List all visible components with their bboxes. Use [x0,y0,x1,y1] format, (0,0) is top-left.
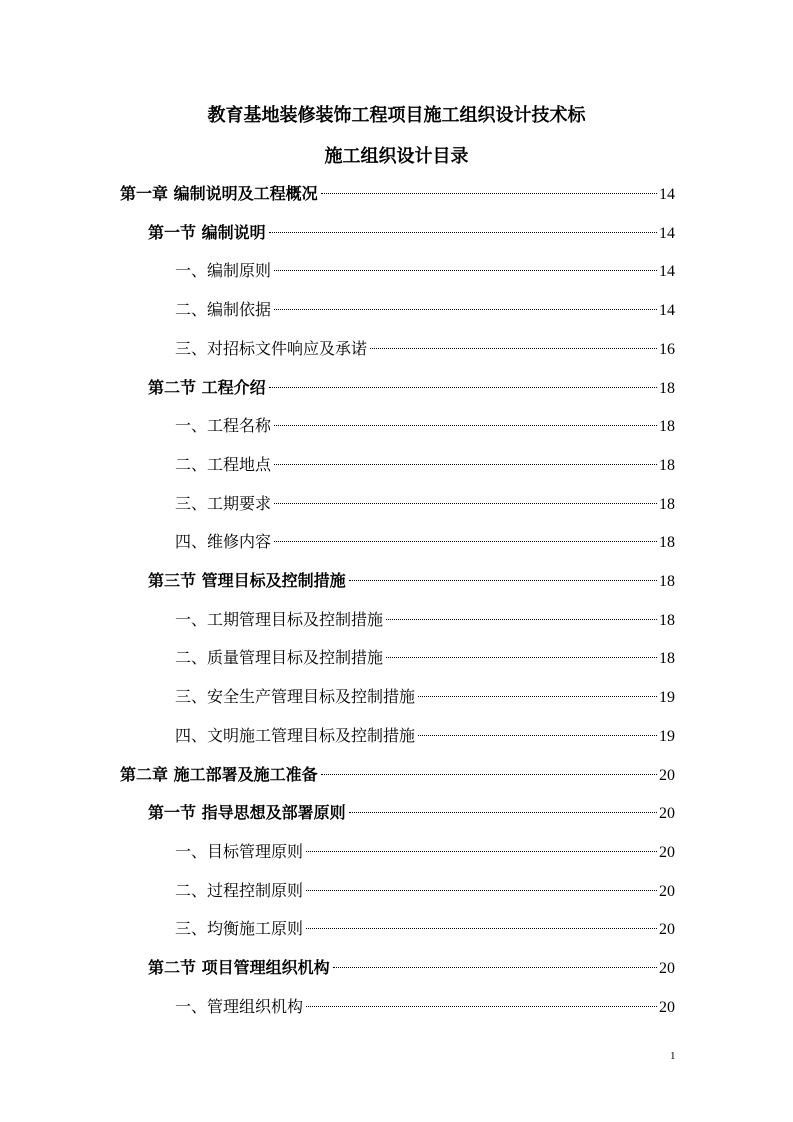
toc-entry-page: 20 [659,843,675,861]
toc-entry-label: 三、安全生产管理目标及控制措施 [175,687,416,707]
toc-entry-label: 二、过程控制原则 [175,880,304,900]
toc-entry[interactable] [175,297,675,323]
toc-dot-leader [306,928,657,929]
toc-entry-page: 20 [659,960,675,977]
page-number: 1 [670,1050,676,1062]
toc-entry-page: 19 [659,727,675,745]
toc-dot-leader [274,541,657,542]
toc-entry[interactable] [175,413,675,439]
toc-entry-label: 二、质量管理目标及控制措施 [175,648,384,668]
toc-dot-leader [274,270,657,271]
toc-dot-leader [386,619,657,620]
toc-entry-page: 14 [659,263,675,281]
toc-entry[interactable] [148,568,675,594]
toc-entry-page: 20 [659,766,675,784]
toc-entry[interactable] [148,375,675,401]
toc-entry-label: 四、文明施工管理目标及控制措施 [175,725,416,745]
toc-entry[interactable] [175,723,675,749]
toc-entry-label: 第一节 编制说明 [148,222,266,242]
toc-entry[interactable] [175,684,675,710]
toc-entry-label: 四、维修内容 [175,532,272,552]
toc-entry-page: 20 [659,998,675,1016]
toc-dot-leader [269,387,657,388]
toc-dot-leader [274,503,657,504]
toc-entry[interactable] [175,258,675,284]
toc-dot-leader [321,774,657,775]
toc-dot-leader [306,851,657,852]
toc-entry-page: 18 [659,379,675,397]
toc-dot-leader [333,967,657,968]
toc-entry-page: 14 [659,186,675,203]
toc-entry-page: 16 [659,340,675,358]
toc-entry-label: 二、工程地点 [175,454,272,474]
toc-entry-label: 二、编制依据 [175,300,272,320]
toc-dot-leader [306,1006,657,1007]
toc-entry-page: 19 [659,689,675,707]
toc-entry-page: 18 [659,650,675,668]
toc-entry-page: 18 [659,456,675,474]
toc-entry[interactable] [148,800,675,826]
toc-entry-label: 一、工期管理目标及控制措施 [175,609,384,629]
toc-entry-page: 18 [659,573,675,590]
toc-entry-label: 第二章 施工部署及施工准备 [120,764,318,784]
toc-entry[interactable] [175,839,675,865]
toc-entry-page: 20 [659,805,675,823]
toc-entry-label: 一、编制原则 [175,261,272,281]
toc-entry[interactable] [148,955,675,981]
toc-entry[interactable] [175,994,675,1020]
toc-entry-page: 18 [659,418,675,436]
toc-entry[interactable] [175,491,675,517]
toc-entry-page: 18 [659,495,675,513]
toc-entry-label: 第三节 管理目标及控制措施 [148,571,346,590]
toc-entry-label: 第二节 项目管理组织机构 [148,958,330,977]
toc-entry-label: 第一章 编制说明及工程概况 [120,184,318,203]
toc-dot-leader [418,735,657,736]
toc-dot-leader [274,464,657,465]
toc-entry-label: 第一节 指导思想及部署原则 [148,803,346,823]
toc-entry[interactable] [148,220,675,246]
toc-entry[interactable] [175,452,675,478]
toc-dot-leader [349,812,657,813]
toc-entry-page: 18 [659,534,675,552]
toc-entry[interactable] [120,181,675,207]
toc-entry-page: 14 [659,302,675,320]
toc-entry-label: 一、目标管理原则 [175,841,304,861]
toc-entry[interactable] [175,336,675,362]
toc-dot-leader [274,425,657,426]
document-title: 教育基地装修装饰工程项目施工组织设计技术标 [207,105,586,126]
toc-dot-leader [269,232,657,233]
toc-entry[interactable] [175,529,675,555]
toc-entry-page: 20 [659,882,675,900]
toc-entry-label: 一、管理组织机构 [175,996,304,1016]
toc-entry-page: 20 [659,921,675,939]
toc-entry[interactable] [175,916,675,942]
toc-entry[interactable] [175,645,675,671]
toc-entry-label: 三、均衡施工原则 [175,919,304,939]
toc-heading: 施工组织设计目录 [324,146,469,167]
toc-entry[interactable] [175,607,675,633]
toc-entry-page: 18 [659,611,675,629]
toc-dot-leader [321,193,657,194]
toc-entry-label: 三、工期要求 [175,493,272,513]
toc-entry-label: 第二节 工程介绍 [148,377,266,397]
toc-dot-leader [386,657,657,658]
toc-dot-leader [274,309,657,310]
toc-entry[interactable] [175,878,675,904]
toc-entry-label: 一、工程名称 [175,416,272,436]
toc-entry-label: 三、对招标文件响应及承诺 [175,338,368,358]
toc-entry-page: 14 [659,224,675,242]
toc-dot-leader [306,890,657,891]
toc-entry[interactable] [120,762,675,788]
toc-dot-leader [418,696,657,697]
toc-dot-leader [349,580,657,581]
toc-dot-leader [370,348,657,349]
